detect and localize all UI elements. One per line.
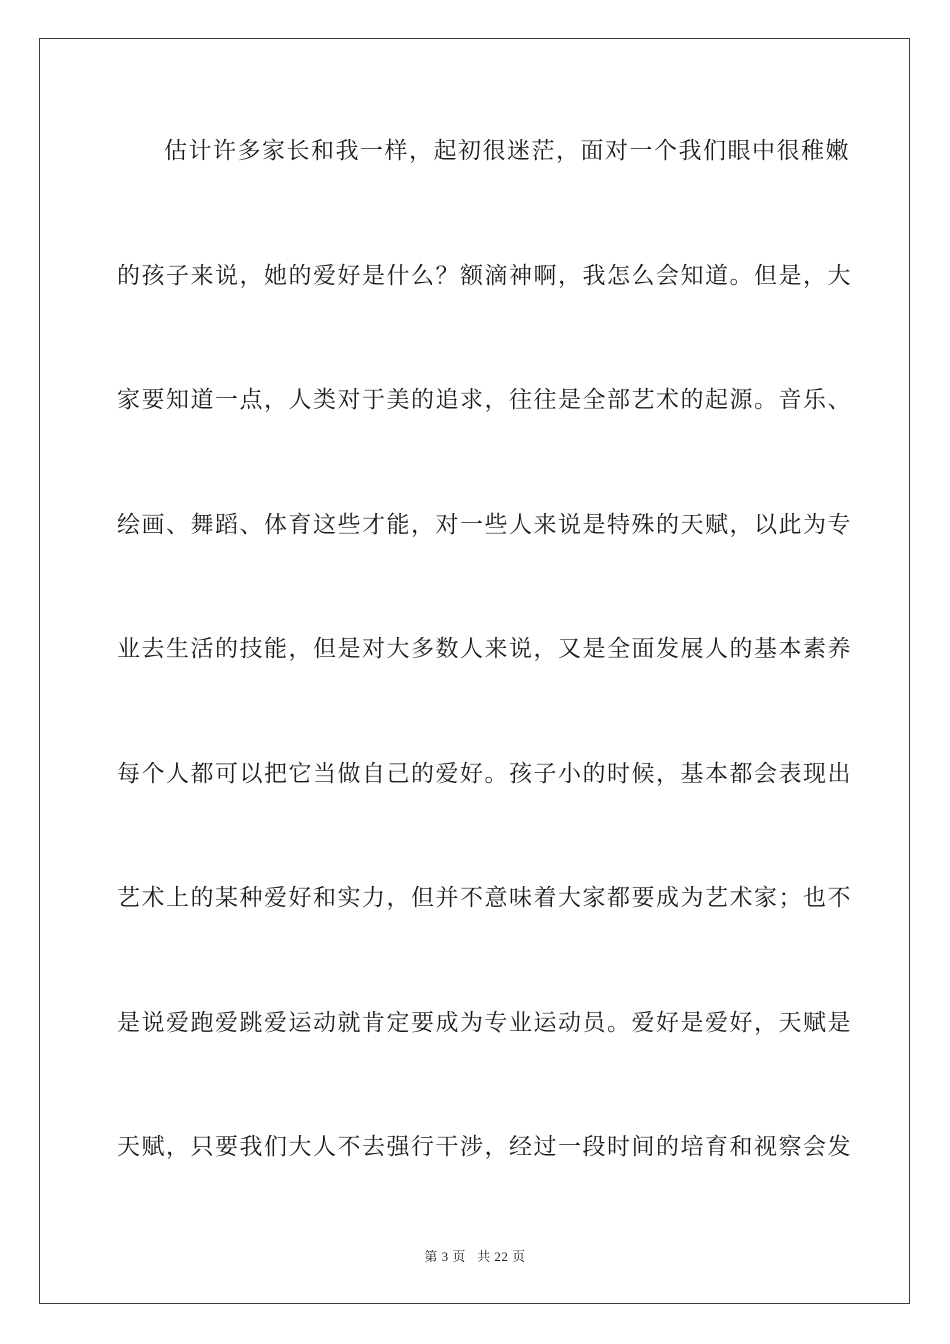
page-border <box>39 38 910 1304</box>
page-footer <box>0 1246 950 1265</box>
page-number: 第 3 页 <box>424 1249 466 1264</box>
paragraph-line: 是说爱跑爱跳爱运动就肯定要成为专业运动员。爱好是爱好，天赋是 <box>117 1010 852 1036</box>
paragraph-line: 家要知道一点，人类对于美的追求，往往是全部艺术的起源。音乐、 <box>117 387 852 413</box>
paragraph-line: 的孩子来说，她的爱好是什么？额滴神啊，我怎么会知道。但是，大 <box>117 263 852 289</box>
paragraph-line: 天赋，只要我们大人不去强行干涉，经过一段时间的培育和视察会发 <box>117 1134 852 1160</box>
paragraph-line: 艺术上的某种爱好和实力，但并不意味着大家都要成为艺术家；也不 <box>117 885 852 911</box>
paragraph-line: 每个人都可以把它当做自己的爱好。孩子小的时候，基本都会表现出 <box>117 761 852 787</box>
paragraph-line: 业去生活的技能，但是对大多数人来说，又是全面发展人的基本素养 <box>117 636 852 662</box>
paragraph-line: 绘画、舞蹈、体育这些才能，对一些人来说是特殊的天赋，以此为专 <box>117 512 852 538</box>
page-total: 共 22 页 <box>477 1249 526 1264</box>
paragraph-line: 估计许多家长和我一样，起初很迷茫，面对一个我们眼中很稚嫩 <box>164 138 850 164</box>
